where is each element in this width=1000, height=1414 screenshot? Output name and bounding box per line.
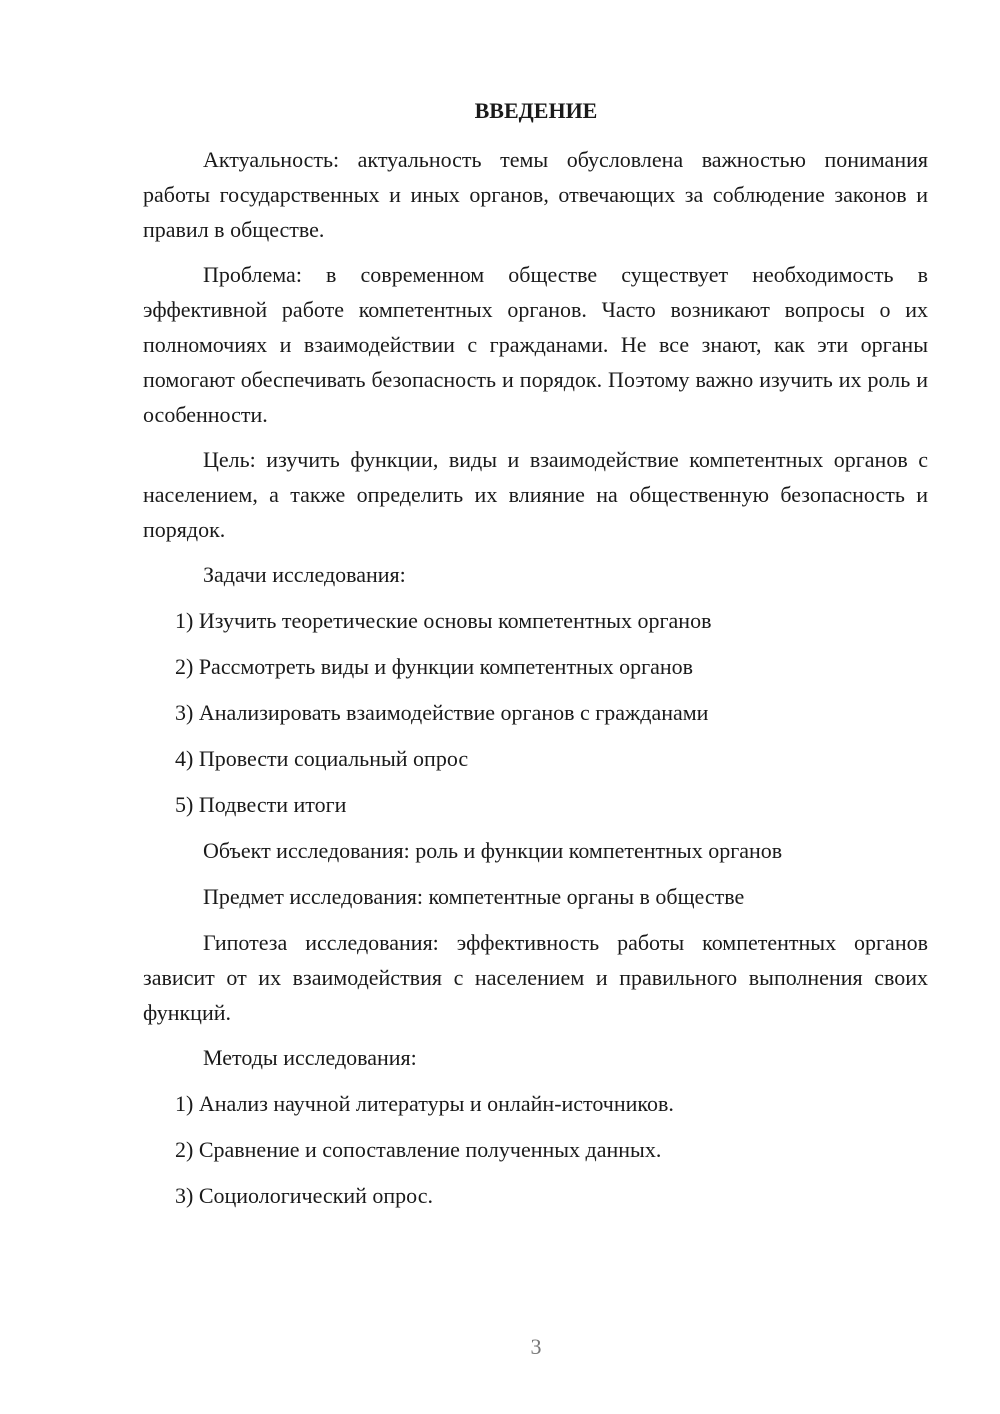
page-number: 3 [530,1334,542,1359]
page-title: ВВЕДЕНИЕ [474,98,598,123]
research-object: Объект исследования: роль и функции компетентных органов [203,838,783,863]
problem-paragraph: Проблема: в современном обществе существует необходимость в эффективной работе компетентных органов. Часто возникают вопросы о их полномочиях и взаимодействии с гражданами. Не все знают, как эти органы помогают обеспечивать безопасность и порядок. Поэтому важно изучить их роль и особенности. [143,262,928,427]
relevance-paragraph: Актуальность: актуальность темы обусловлена важностью понимания работы государственных и иных органов, отвечающих за соблюдение законов и правил в обществе. [143,147,928,242]
goal-paragraph: Цель: изучить функции, виды и взаимодействие компетентных органов с населением, а также определить их влияние на общественную безопасность и порядок. [143,447,928,542]
method-item: 2) Сравнение и сопоставление полученных данных. [175,1137,662,1162]
task-item: 1) Изучить теоретические основы компетентных органов [175,608,712,633]
tasks-heading: Задачи исследования: [203,562,406,587]
task-item: 2) Рассмотреть виды и функции компетентных органов [175,654,694,679]
research-subject: Предмет исследования: компетентные органы в обществе [203,884,745,909]
task-item: 3) Анализировать взаимодействие органов с гражданами [175,700,709,725]
method-item: 1) Анализ научной литературы и онлайн-источников. [175,1091,674,1116]
document-body [143,142,928,1224]
task-item: 5) Подвести итоги [175,792,347,817]
methods-heading: Методы исследования: [203,1045,417,1070]
task-item: 4) Провести социальный опрос [175,746,469,771]
hypothesis-paragraph: Гипотеза исследования: эффективность работы компетентных органов зависит от их взаимодействия с населением и правильного выполнения своих функций. [143,930,928,1025]
method-item: 3) Социологический опрос. [175,1183,433,1208]
